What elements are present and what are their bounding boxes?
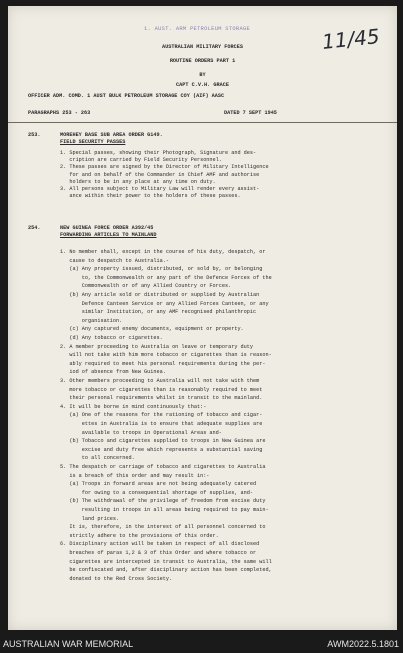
archive-footer xyxy=(0,636,403,653)
header-line-officer-name: CAPT C.V.H. GRACE xyxy=(176,82,229,88)
text-line: Defence Canteen Service or any Allied Forces Canteen, or any xyxy=(60,300,269,307)
dated-text: DATED 7 SEPT 1945 xyxy=(224,110,277,116)
text-line: cigarettes are intercepted in transit to Australia, the same will xyxy=(60,558,272,565)
text-line: holders to be in any place at any time on duty. xyxy=(60,178,216,185)
text-line: iod of absence from New Guinea. xyxy=(60,369,166,376)
text-line: 1. Special passes, showing their Photograph, Signature and des- xyxy=(60,150,257,156)
text-line: available to troops in Operational Areas and- xyxy=(60,429,222,436)
text-line: 6. Disciplinary action will be taken in respect of all disclosed xyxy=(60,541,260,548)
text-line: cause to despatch to Australia.- xyxy=(60,257,169,264)
text-line: 1. No member shall, except in the course of his duty, despatch, or xyxy=(60,249,266,255)
text-line: organisation. xyxy=(60,317,123,324)
text-line: similar Institution, or any AMF recognised philanthropic xyxy=(60,309,257,316)
section-heading: NEW GUINEA FORCE ORDER A392/45 xyxy=(60,225,154,231)
section-number: 254. xyxy=(28,225,41,231)
text-line: 4. It will be borne in mind continuously that:- xyxy=(60,403,207,410)
text-line: (c) Any captured enemy documents, equipment or property. xyxy=(60,326,244,333)
text-line: land prices. xyxy=(60,515,120,522)
text-line: It is, therefore, in the interest of all personnel concerned to xyxy=(60,524,266,531)
text-line: (b) Tobacco and cigarettes supplied to troops in New Guinea are xyxy=(60,438,266,445)
footer-accession-number: AWM2022.5.1801 xyxy=(327,639,399,649)
text-line: cription are carried by Field Security Personnel. xyxy=(60,157,222,164)
header-line-orders: ROUTINE ORDERS PART 1 xyxy=(169,58,236,64)
text-line: their personal requirements whilst in transit to the mainland. xyxy=(60,395,263,402)
text-line: Commonwealth or of any Allied Country or Forces. xyxy=(60,283,232,290)
handwritten-number: 11/45 xyxy=(320,24,381,54)
text-line: to all concerned. xyxy=(60,455,135,462)
text-line: strictly adhere to the provisions of this order. xyxy=(60,532,219,539)
text-line: breaches of paras 1,2 & 3 of this Order and where tobacco or xyxy=(60,550,257,556)
footer-institution: AUSTRALIAN WAR MEMORIAL xyxy=(3,639,134,649)
divider-rule xyxy=(8,122,397,123)
text-line: for owing to a consequential shortage of supplies, and- xyxy=(60,489,254,496)
text-line: 2. These passes are signed by the Director of Military Intelligence xyxy=(60,164,269,171)
text-line: ance within their power to the holders of these passes. xyxy=(60,193,241,200)
text-line: 5. The despatch or carriage of tobacco and cigarettes to Australia xyxy=(60,464,266,470)
text-line: (d) Any tobacco or cigarettes. xyxy=(60,335,163,341)
text-line: (a) Troops in forward areas are not being adequately catered xyxy=(60,481,257,488)
section-subheading: FORWARDING ARTICLES TO MAINLAND xyxy=(60,232,157,238)
text-line: resulting in troops in all areas being required to pay main- xyxy=(60,507,269,513)
document-page xyxy=(8,6,397,630)
text-line: ably required to meet his personal requirements during the per- xyxy=(60,360,266,367)
text-line: excise and duty free which represents a substantial saving xyxy=(60,446,263,453)
text-line: (b) Any article sold or distributed or supplied by Australian xyxy=(60,292,260,298)
text-line: will not take with him more tobacco or cigarettes than is reason- xyxy=(60,352,272,359)
text-line: more tobacco or cigarettes than is reasonably required to meet xyxy=(60,386,263,393)
paragraphs-range: PARAGRAPHS 253 - 263 xyxy=(28,110,91,116)
text-line: to, the Commonwealth or any part of the Defence Forces of the xyxy=(60,274,272,281)
text-line: 2. A member proceeding to Australia on leave or temporary duty xyxy=(60,343,254,350)
header-line-forces: AUSTRALIAN MILITARY FORCES xyxy=(162,44,243,50)
text-line: (a) One of the reasons for the rationing of tobacco and cigar- xyxy=(60,412,263,419)
section-number: 253. xyxy=(28,132,41,138)
text-line: is a breach of this order and may result in:- xyxy=(60,472,210,479)
paragraphs-dated-line xyxy=(28,110,378,116)
header-line-by: BY xyxy=(199,72,206,78)
text-line: be confiscated and, after disciplinary action has been completed, xyxy=(60,567,272,574)
header-line-unit: OFFICER ADM. COMD. 1 AUST BULK PETROLEUM STORAGE COY (AIF) AASC xyxy=(28,93,225,99)
text-line: for and on behalf of the Commander in Chief AMF and authorise xyxy=(60,171,260,178)
text-line: donated to the Red Cross Society. xyxy=(60,575,173,582)
text-line: 3. Other members proceeding to Australia will not take with them xyxy=(60,378,260,384)
archive-stamp: 1. AUST. ARM PETROLEUM STORAGE xyxy=(144,26,251,32)
section-subheading: FIELD SECURITY PASSES xyxy=(60,139,126,145)
text-line: (b) The withdrawal of the privilege of freedom from excise duty xyxy=(60,498,266,505)
section-heading: MOREHEY BASE SUB AREA ORDER G149. xyxy=(60,132,163,138)
text-line: 3. All persons subject to Military Law will render every assist- xyxy=(60,186,260,192)
text-line: (a) Any property issued, distributed, or sold by, or belonging xyxy=(60,266,263,273)
text-line: ettes in Australia is to ensure that adequate supplies are xyxy=(60,421,263,427)
